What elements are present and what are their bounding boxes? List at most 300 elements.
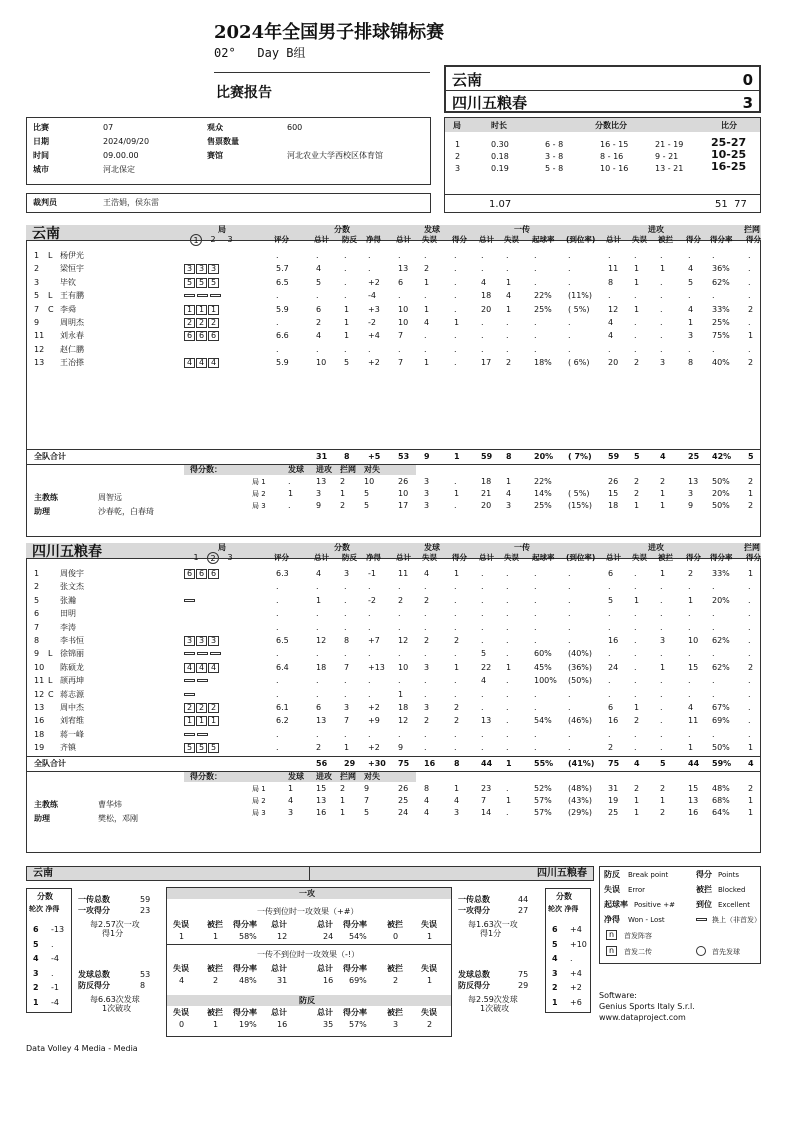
stat-r-pos: . <box>534 743 537 753</box>
team-name: 云南 <box>32 226 60 242</box>
stat-r-pos: . <box>534 277 537 287</box>
rotation-position: 3 <box>196 264 207 274</box>
mid-col-header: 被拦 <box>387 964 403 973</box>
stat-tot: . <box>316 344 319 354</box>
assistant-name: 樊松，邓刚 <box>98 813 138 823</box>
rotation-number: 3 <box>552 968 558 978</box>
player-name: 陈硕龙 <box>60 662 84 672</box>
partial-8: 3 - 8 <box>545 152 564 161</box>
total-points: 51 77 <box>715 199 747 210</box>
stat-tot: 6 <box>316 703 322 712</box>
stat-r-tot: . <box>481 251 484 260</box>
per-set-s-pts: 4 <box>454 795 460 805</box>
match-code: 02° Day B组 <box>214 46 306 60</box>
mid-value: 31 <box>277 976 288 985</box>
stat-bp: . <box>344 595 347 605</box>
stat-a-err: . <box>634 291 637 301</box>
per-set-s-tot: 26 <box>398 476 409 486</box>
stat-a-err: . <box>634 689 637 699</box>
per-set-r-tot: 23 <box>481 783 492 793</box>
total-wl: +5 <box>368 451 381 461</box>
coach-name: 周智远 <box>98 492 122 502</box>
mid-col-header: 失误 <box>421 964 437 973</box>
rotation-net: -13 <box>51 925 65 934</box>
per-set-a-pts: 13 <box>688 795 699 805</box>
stat-b-pts: . <box>748 716 751 726</box>
stat-a-tot: . <box>608 649 611 659</box>
mid-col-header: 失误 <box>173 920 189 929</box>
player-row <box>26 304 761 317</box>
rotation-position: 3 <box>184 636 195 646</box>
stat-a-err: . <box>634 344 637 354</box>
stat-s-pts: . <box>454 689 457 699</box>
starting-rotation <box>184 636 220 646</box>
stat-a-pct: 20% <box>712 595 730 605</box>
team-b-side-stats: 一传总数 44 一攻得分 27 每1.63次一攻 得1分 发球总数 75 防反得分 29 每2.59次发球 1次破攻 <box>458 895 529 1013</box>
stat-rating: . <box>276 649 279 659</box>
stat-bp: . <box>344 251 347 260</box>
mid-col-header: 得分率 <box>233 1008 257 1017</box>
player-row <box>26 742 761 755</box>
total-s-tot: 53 <box>398 451 410 461</box>
player-row <box>26 662 761 675</box>
partial-16: 16 - 15 <box>600 140 629 149</box>
player-name: 刘永春 <box>60 331 84 341</box>
per-set-a-tot: 15 <box>608 488 619 498</box>
substitute-dash-icon <box>210 294 221 297</box>
points-col-header: 发球 <box>288 464 304 474</box>
per-set-r-err: . <box>506 783 509 793</box>
player-row <box>26 715 761 728</box>
stat-s-pts: . <box>454 277 457 287</box>
stat-rating: 5.9 <box>276 358 289 368</box>
per-set-points: 15 <box>316 783 327 793</box>
stat-wl: . <box>368 676 371 686</box>
stat-s-err: 3 <box>424 703 430 712</box>
stat-a-tot: 20 <box>608 358 619 368</box>
mid-value: 24 <box>323 932 334 941</box>
mid-value: 12 <box>277 932 288 941</box>
total-r-err: 8 <box>506 451 512 461</box>
points-col-header: 进攻 <box>316 771 332 781</box>
total-bp: 8 <box>344 451 350 461</box>
player-name: 蒋一峰 <box>60 729 84 739</box>
stat-a-err: 1 <box>634 703 640 712</box>
stat-r-err: . <box>506 676 509 686</box>
stat-wl: -1 <box>368 569 376 578</box>
player-number: 10 <box>34 662 45 672</box>
stat-r-exc: . <box>568 636 571 645</box>
starting-rotation <box>184 716 220 726</box>
stat-r-tot: . <box>481 743 484 753</box>
player-number: 19 <box>34 743 45 753</box>
rotation-position: 5 <box>208 743 219 753</box>
per-set-r-exc: (43%) <box>568 795 593 805</box>
player-row <box>26 689 761 702</box>
stat-a-pts: . <box>688 291 691 301</box>
per-set-points: 7 <box>364 795 370 805</box>
set-score: 16-25 <box>711 160 747 173</box>
rotation-position: 6 <box>184 569 195 579</box>
col-header-total: 总计 <box>396 553 411 562</box>
assistant-label: 助理 <box>34 813 50 823</box>
stat-a-tot: . <box>608 676 611 686</box>
per-set-s-tot: 26 <box>398 783 409 793</box>
col-header-total: 总计 <box>314 553 329 562</box>
stat-r-tot: 5 <box>481 649 487 659</box>
stat-tot: . <box>316 622 319 632</box>
stat-a-err: . <box>634 676 637 686</box>
col-header-err: 失误 <box>632 553 647 562</box>
stat-b-pts: . <box>748 291 751 301</box>
stat-a-pts: . <box>688 676 691 686</box>
stat-r-err: . <box>506 743 509 753</box>
stat-a-pct: 40% <box>712 358 730 368</box>
stat-s-err: 4 <box>424 569 430 578</box>
mid-col-header: 失误 <box>421 920 437 929</box>
total-wl: +30 <box>368 758 386 768</box>
player-number: 5 <box>34 291 40 301</box>
starter-box-icon: n <box>606 930 617 940</box>
stat-s-err: 4 <box>424 318 430 327</box>
set-duration: 0.18 <box>491 152 509 161</box>
stat-r-err: 1 <box>506 662 512 672</box>
per-set-s-err: 8 <box>424 783 430 793</box>
rotation-number: 3 <box>33 968 39 978</box>
player-role: L <box>48 291 53 301</box>
stat-b-pts: . <box>748 595 751 605</box>
stat-a-blo: . <box>660 318 663 327</box>
stat-a-pts: . <box>688 649 691 659</box>
col-header-pos: 起球率 <box>532 553 555 562</box>
stat-s-tot: 12 <box>398 636 409 645</box>
stat-rating: . <box>276 622 279 632</box>
stat-wl: . <box>368 264 371 274</box>
per-set-r-pos: 25% <box>534 500 552 510</box>
points-group-header: 分数 <box>334 543 350 552</box>
stat-bp: 5 <box>344 358 350 368</box>
per-set-s-pts: 1 <box>454 488 460 498</box>
stat-r-exc: (40%) <box>568 649 593 659</box>
stat-a-pct: 67% <box>712 703 730 712</box>
mid-value: 2 <box>213 976 219 985</box>
per-set-a-blo: 2 <box>660 783 666 793</box>
per-set-r-exc: (15%) <box>568 500 593 510</box>
stat-rating: 6.4 <box>276 662 289 672</box>
stat-rating: . <box>276 582 279 592</box>
team-total-row <box>26 758 761 770</box>
points-col-header: 发球 <box>288 771 304 781</box>
stat-a-pts: 11 <box>688 716 699 726</box>
per-set-r-tot: 20 <box>481 500 492 510</box>
stat-r-exc: . <box>568 622 571 632</box>
stat-a-err: 1 <box>634 595 640 605</box>
rotation-net: +10 <box>570 939 587 949</box>
player-row <box>26 635 761 648</box>
player-name: 张文杰 <box>60 582 84 592</box>
player-number: 12 <box>34 689 45 699</box>
stat-r-exc: . <box>568 609 571 619</box>
set-number: 3 <box>455 164 461 173</box>
stat-s-pts: . <box>454 251 457 260</box>
col-header-err: 失误 <box>422 235 437 244</box>
per-set-a-pts: 13 <box>688 476 699 486</box>
stat-b-pts: . <box>748 251 751 260</box>
per-set-b-pts: 2 <box>748 500 754 510</box>
partial-21: 21 - 19 <box>655 140 684 149</box>
stat-r-err: . <box>506 582 509 592</box>
stat-wl: . <box>368 689 371 699</box>
stat-a-tot: 4 <box>608 318 614 327</box>
stat-b-pts: . <box>748 636 751 645</box>
stat-s-tot: . <box>398 344 401 354</box>
stat-a-pts: 15 <box>688 662 699 672</box>
stat-rating: . <box>276 251 279 260</box>
stat-tot: 4 <box>316 264 322 274</box>
mid-col-header: 总计 <box>317 920 333 929</box>
per-set-r-tot: 18 <box>481 476 492 486</box>
stat-rating: . <box>276 689 279 699</box>
starting-rotation <box>184 291 223 300</box>
stat-a-err: . <box>634 569 637 578</box>
stat-a-tot: . <box>608 729 611 739</box>
stat-tot: 6 <box>316 304 322 314</box>
stat-r-exc: (36%) <box>568 662 593 672</box>
per-set-a-err: 1 <box>634 500 640 510</box>
stat-a-tot: 16 <box>608 716 619 726</box>
stat-rating: 6.3 <box>276 569 289 578</box>
starting-rotation <box>184 649 223 658</box>
stat-r-err: . <box>506 649 509 659</box>
rotation-position: 2 <box>184 318 195 328</box>
per-set-a-pct: 50% <box>712 500 730 510</box>
stat-s-pts: . <box>454 676 457 686</box>
stat-a-err: . <box>634 251 637 260</box>
stat-a-err: . <box>634 649 637 659</box>
stat-a-err: . <box>634 331 637 341</box>
total-r-exc: ( 7%) <box>568 451 592 461</box>
per-set-r-pos: 57% <box>534 807 552 817</box>
per-set-s-tot: 25 <box>398 795 409 805</box>
stat-r-exc: . <box>568 251 571 260</box>
rotation-number: 1 <box>33 997 39 1007</box>
stat-tot: . <box>316 291 319 301</box>
team-a-section <box>26 225 761 537</box>
per-set-a-tot: 25 <box>608 807 619 817</box>
stat-s-tot: 9 <box>398 743 404 753</box>
stat-r-tot: . <box>481 703 484 712</box>
stat-r-err: 4 <box>506 291 512 301</box>
player-name: 李舜 <box>60 304 76 314</box>
col-header-exc: (到位率) <box>566 235 596 244</box>
stat-rating: . <box>276 729 279 739</box>
stat-a-pct: . <box>712 729 715 739</box>
col-header-err: 失误 <box>632 235 647 244</box>
player-name: 杨伊光 <box>60 251 84 260</box>
per-set-r-err: . <box>506 807 509 817</box>
set-number: 2 <box>455 152 461 161</box>
rotation-position: 2 <box>208 703 219 713</box>
per-set-b-pts: 1 <box>748 488 754 498</box>
per-set-points: 5 <box>364 488 370 498</box>
per-set-s-err: 4 <box>424 807 430 817</box>
stat-a-blo: 1 <box>660 662 666 672</box>
stat-a-pct: . <box>712 676 715 686</box>
stat-r-err: . <box>506 609 509 619</box>
per-set-points: 1 <box>288 783 294 793</box>
per-set-a-pts: 3 <box>688 488 694 498</box>
starting-rotation <box>184 730 210 739</box>
stat-s-pts: 2 <box>454 636 460 645</box>
mid-value: 16 <box>323 976 334 985</box>
col-header-pts: 得分 <box>452 235 467 244</box>
per-set-a-tot: 26 <box>608 476 619 486</box>
total-b-pts: 4 <box>748 758 754 768</box>
stat-a-blo: . <box>660 251 663 260</box>
stat-r-pos: . <box>534 622 537 632</box>
stat-rating: 5.9 <box>276 304 289 314</box>
stat-a-pct: 50% <box>712 743 730 753</box>
stat-tot: 10 <box>316 358 327 368</box>
mid-col-header: 失误 <box>421 1008 437 1017</box>
player-number: 9 <box>34 318 40 327</box>
stat-r-tot: . <box>481 264 484 274</box>
stat-r-err: . <box>506 569 509 578</box>
stat-r-tot: 4 <box>481 277 487 287</box>
stat-r-pos: 45% <box>534 662 552 672</box>
substitute-dash-icon <box>184 599 195 602</box>
per-set-a-tot: 31 <box>608 783 619 793</box>
player-row <box>26 675 761 688</box>
rotation-position: 5 <box>196 278 207 288</box>
per-set-a-err: 2 <box>634 488 640 498</box>
setter-box-icon: n <box>606 946 617 956</box>
stat-r-tot: . <box>481 636 484 645</box>
per-set-a-pct: 20% <box>712 488 730 498</box>
stat-rating: . <box>276 609 279 619</box>
rotation-position: 2 <box>184 703 195 713</box>
stat-wl: +2 <box>368 358 380 368</box>
stat-tot: 2 <box>316 743 322 753</box>
attack-group-header: 进攻 <box>648 225 664 234</box>
stat-b-pts: . <box>748 689 751 699</box>
stat-b-pts: . <box>748 344 751 354</box>
stat-r-pos: 25% <box>534 304 552 314</box>
per-set-a-pts: 16 <box>688 807 699 817</box>
bottom-header: 云南 四川五粮春 <box>26 866 594 881</box>
stat-tot: . <box>316 609 319 619</box>
stat-bp: 3 <box>344 703 350 712</box>
stat-a-pct: 25% <box>712 318 730 327</box>
stat-tot: 4 <box>316 569 322 578</box>
stat-a-pts: . <box>688 344 691 354</box>
stat-s-err: . <box>424 743 427 753</box>
stat-s-pts: . <box>454 582 457 592</box>
per-set-r-exc: (29%) <box>568 807 593 817</box>
stat-r-tot: . <box>481 569 484 578</box>
per-set-r-tot: 14 <box>481 807 492 817</box>
rotation-position: 1 <box>196 305 207 315</box>
reception-group-header: 一传 <box>514 225 530 234</box>
stat-a-pts: 8 <box>688 358 694 368</box>
player-name: 徐锦丽 <box>60 649 84 659</box>
player-role: L <box>48 649 53 659</box>
team-name: 四川五粮春 <box>32 544 102 560</box>
stat-r-tot: . <box>481 609 484 619</box>
stat-a-tot: 6 <box>608 569 614 578</box>
substitute-dash-icon <box>184 733 195 736</box>
col-header-blo: 被拦 <box>658 235 673 244</box>
stat-b-pts: 1 <box>748 331 754 341</box>
stat-a-err: . <box>634 662 637 672</box>
stat-a-pct: 36% <box>712 264 730 274</box>
per-set-points: . <box>288 476 291 486</box>
stat-tot: 5 <box>316 277 322 287</box>
per-set-points: 3 <box>316 488 322 498</box>
rotation-position: 6 <box>196 569 207 579</box>
stat-s-err: . <box>424 331 427 341</box>
player-name: 蒋志源 <box>60 689 84 699</box>
stat-s-err: . <box>424 291 427 301</box>
per-set-points: 9 <box>316 500 322 510</box>
stat-bp: 7 <box>344 662 350 672</box>
player-row <box>26 702 761 715</box>
stat-a-blo: . <box>660 344 663 354</box>
stat-r-exc: . <box>568 703 571 712</box>
mid-value: 3 <box>393 1020 399 1029</box>
stat-a-tot: 11 <box>608 264 619 274</box>
coach-label: 主教练 <box>34 492 58 502</box>
stat-r-err: . <box>506 595 509 605</box>
report-label: 比赛报告 <box>216 85 272 101</box>
mid-value: 57% <box>349 1020 367 1029</box>
stat-rating: 6.5 <box>276 277 289 287</box>
stat-wl: +13 <box>368 662 385 672</box>
stat-a-blo: 3 <box>660 636 666 645</box>
mid-value: 2 <box>393 976 399 985</box>
stat-a-blo: 3 <box>660 358 666 368</box>
stat-b-pts: 1 <box>748 569 754 578</box>
stat-wl: +2 <box>368 703 380 712</box>
per-set-points: 4 <box>288 795 294 805</box>
stat-a-pct: 62% <box>712 636 730 645</box>
stat-r-exc: (46%) <box>568 716 593 726</box>
per-set-points: 1 <box>340 807 346 817</box>
stat-a-pct: 62% <box>712 662 730 672</box>
stat-tot: 1 <box>316 595 322 605</box>
stat-b-pts: . <box>748 676 751 686</box>
per-set-r-pos: 22% <box>534 476 552 486</box>
stat-s-err: . <box>424 729 427 739</box>
stat-rating: 6.6 <box>276 331 289 341</box>
stat-a-pct: . <box>712 689 715 699</box>
stat-b-pts: 2 <box>748 662 754 672</box>
stat-b-pts: 2 <box>748 358 754 368</box>
stat-a-pts: 3 <box>688 331 694 341</box>
stat-a-pct: . <box>712 344 715 354</box>
stat-r-err: . <box>506 703 509 712</box>
stat-rating: . <box>276 318 279 327</box>
set-col-3: 3 <box>227 553 233 562</box>
col-header-total: 总计 <box>314 235 329 244</box>
stat-b-pts: . <box>748 729 751 739</box>
player-number: 11 <box>34 676 45 686</box>
rotation-position: 5 <box>208 278 219 288</box>
rotation-b: 分数 轮次 净得 6 +4 5 +10 4 . 3 +4 2 +2 1 +6 <box>545 888 591 1013</box>
per-set-a-err: 1 <box>634 807 640 817</box>
player-role: C <box>48 689 54 699</box>
stat-a-pct: 33% <box>712 304 730 314</box>
